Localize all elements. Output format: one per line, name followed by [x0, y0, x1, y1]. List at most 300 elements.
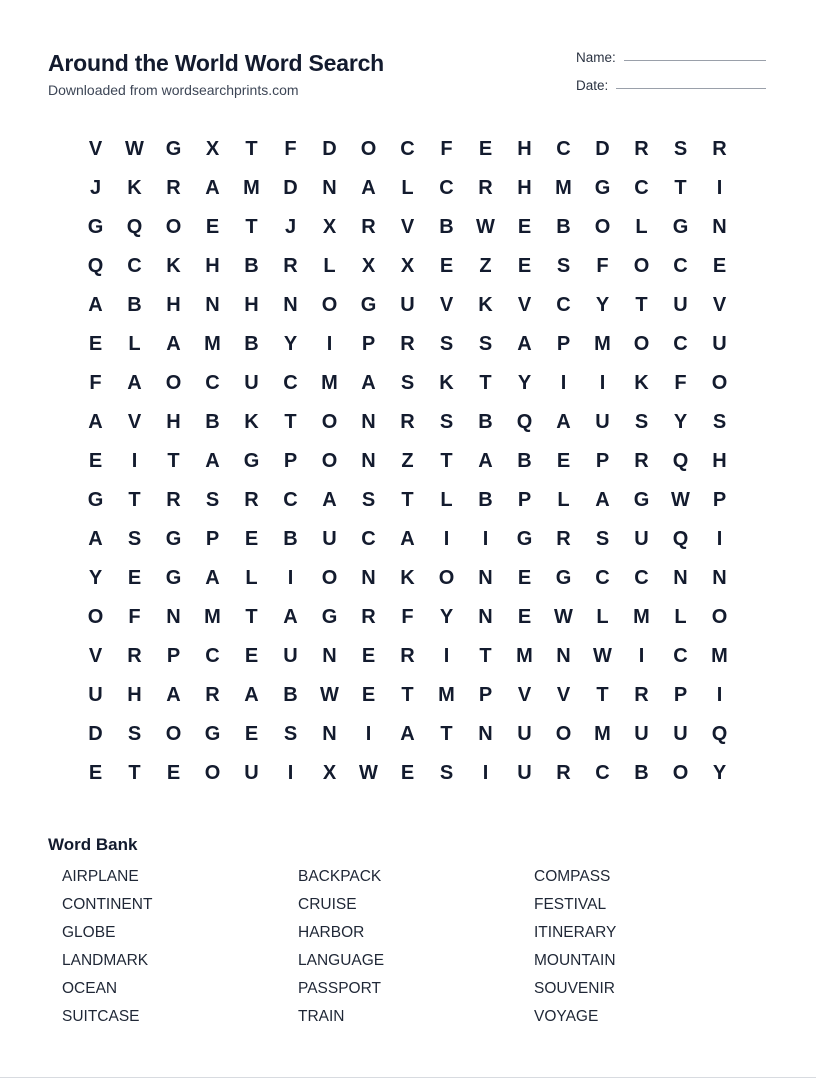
grid-letter: U — [283, 645, 298, 667]
grid-letter: R — [205, 684, 220, 706]
grid-letter: C — [205, 372, 220, 394]
grid-letter: K — [166, 255, 181, 277]
grid-letter: W — [671, 489, 690, 511]
grid-letter: M — [516, 645, 533, 667]
grid-letter: N — [361, 567, 376, 589]
grid-letter: U — [88, 684, 103, 706]
grid-letter: C — [439, 177, 454, 199]
grid-letter: C — [400, 138, 415, 160]
grid-letter: C — [595, 567, 610, 589]
grid-letter: H — [712, 450, 727, 472]
grid-letter: V — [127, 411, 142, 433]
grid-letter: G — [516, 528, 533, 550]
grid-letter: B — [205, 411, 220, 433]
grid-letter: M — [438, 684, 455, 706]
grid-letter: H — [517, 138, 532, 160]
grid-letter: M — [204, 606, 221, 628]
grid-letter: U — [673, 294, 688, 316]
grid-letter: R — [361, 216, 376, 238]
word-bank-item: PASSPORT — [298, 980, 381, 997]
grid-letter: E — [361, 684, 376, 706]
grid-letter: C — [127, 255, 142, 277]
grid-letter: L — [128, 333, 141, 355]
grid-letter: O — [321, 411, 338, 433]
grid-letter: C — [634, 177, 649, 199]
grid-letter: N — [712, 216, 727, 238]
grid-letter: L — [635, 216, 648, 238]
grid-letter: S — [556, 255, 571, 277]
name-field[interactable] — [576, 50, 766, 65]
grid-letter: P — [205, 528, 220, 550]
grid-letter: K — [400, 567, 415, 589]
grid-letter: B — [244, 333, 259, 355]
word-bank-item: CONTINENT — [62, 896, 153, 913]
grid-letter: I — [716, 528, 723, 550]
grid-letter: Q — [126, 216, 143, 238]
grid-letter: T — [128, 762, 141, 784]
grid-letter: G — [555, 567, 572, 589]
grid-letter: M — [243, 177, 260, 199]
grid-letter: N — [361, 450, 376, 472]
word-bank-item: COMPASS — [534, 868, 611, 885]
grid-letter: E — [244, 723, 259, 745]
grid-letter: M — [711, 645, 728, 667]
grid-letter: H — [127, 684, 142, 706]
grid-letter: O — [633, 255, 650, 277]
grid-letter: O — [594, 216, 611, 238]
grid-letter: O — [633, 333, 650, 355]
grid-letter: A — [556, 411, 571, 433]
grid-letter: T — [401, 684, 414, 706]
grid-letter: E — [127, 567, 142, 589]
grid-letter: U — [712, 333, 727, 355]
grid-letter: F — [596, 255, 609, 277]
grid-letter: K — [439, 372, 454, 394]
grid-letter: O — [672, 762, 689, 784]
grid-letter: S — [127, 723, 142, 745]
grid-letter: B — [283, 528, 298, 550]
grid-letter: A — [127, 372, 142, 394]
word-bank-title: Word Bank — [48, 835, 138, 854]
grid-letter: I — [365, 723, 372, 745]
grid-letter: T — [440, 723, 453, 745]
grid-letter: F — [128, 606, 141, 628]
letter-grid — [76, 130, 739, 793]
grid-letter: O — [711, 606, 728, 628]
grid-letter: I — [482, 762, 489, 784]
grid-letter: F — [284, 138, 297, 160]
grid-letter: I — [443, 528, 450, 550]
grid-letter: X — [400, 255, 415, 277]
grid-letter: Y — [673, 411, 688, 433]
grid-letter: R — [634, 450, 649, 472]
grid-letter: M — [594, 723, 611, 745]
grid-letter: R — [634, 684, 649, 706]
grid-letter: R — [127, 645, 142, 667]
grid-letter: H — [517, 177, 532, 199]
grid-letter: Y — [439, 606, 454, 628]
grid-letter: G — [87, 489, 104, 511]
grid-letter: R — [166, 177, 181, 199]
grid-letter: I — [326, 333, 333, 355]
date-label: Date: — [576, 78, 609, 93]
word-bank-item: SUITCASE — [62, 1008, 140, 1025]
grid-letter: T — [635, 294, 648, 316]
grid-letter: E — [556, 450, 571, 472]
grid-letter: H — [166, 294, 181, 316]
grid-letter: L — [674, 606, 687, 628]
grid-letter: A — [88, 528, 103, 550]
grid-letter: X — [322, 216, 337, 238]
grid-letter: E — [361, 645, 376, 667]
grid-letter: E — [517, 606, 532, 628]
grid-letter: O — [711, 372, 728, 394]
grid-letter: C — [205, 645, 220, 667]
grid-letter: N — [283, 294, 298, 316]
grid-letter: T — [674, 177, 687, 199]
grid-letter: F — [89, 372, 102, 394]
grid-letter: P — [283, 450, 298, 472]
grid-letter: D — [88, 723, 103, 745]
grid-letter: G — [165, 567, 182, 589]
grid-letter: H — [244, 294, 259, 316]
grid-letter: S — [361, 489, 376, 511]
word-bank-item: BACKPACK — [298, 868, 382, 885]
grid-letter: S — [439, 333, 454, 355]
grid-letter: J — [284, 216, 297, 238]
grid-letter: W — [320, 684, 339, 706]
grid-letter: T — [245, 138, 258, 160]
grid-letter: A — [88, 294, 103, 316]
grid-letter: V — [556, 684, 571, 706]
grid-letter: R — [400, 333, 415, 355]
word-bank — [62, 868, 770, 1036]
grid-letter: P — [673, 684, 688, 706]
grid-letter: S — [673, 138, 688, 160]
grid-letter: G — [165, 528, 182, 550]
grid-letter: O — [204, 762, 221, 784]
grid-letter: E — [517, 255, 532, 277]
grid-letter: X — [361, 255, 376, 277]
grid-letter: P — [712, 489, 727, 511]
grid-letter: E — [400, 762, 415, 784]
grid-letter: P — [556, 333, 571, 355]
grid-letter: D — [595, 138, 610, 160]
grid-letter: Y — [595, 294, 610, 316]
grid-letter: T — [167, 450, 180, 472]
grid-letter: B — [556, 216, 571, 238]
name-input-line[interactable] — [624, 59, 766, 61]
grid-letter: T — [245, 216, 258, 238]
grid-letter: O — [321, 567, 338, 589]
grid-letter: N — [673, 567, 688, 589]
grid-letter: B — [439, 216, 454, 238]
grid-letter: V — [88, 138, 103, 160]
grid-letter: V — [439, 294, 454, 316]
grid-letter: Y — [88, 567, 103, 589]
grid-letter: C — [361, 528, 376, 550]
grid-letter: S — [439, 762, 454, 784]
grid-letter: I — [482, 528, 489, 550]
grid-letter: B — [127, 294, 142, 316]
grid-letter: A — [400, 528, 415, 550]
grid-letter: A — [88, 411, 103, 433]
grid-letter: H — [205, 255, 220, 277]
grid-letter: B — [634, 762, 649, 784]
grid-letter: R — [400, 645, 415, 667]
grid-letter: O — [87, 606, 104, 628]
grid-letter: G — [204, 723, 221, 745]
grid-letter: K — [244, 411, 259, 433]
date-field[interactable] — [576, 78, 766, 93]
grid-letter: N — [166, 606, 181, 628]
grid-letter: S — [205, 489, 220, 511]
grid-letter: E — [205, 216, 220, 238]
grid-letter: E — [517, 567, 532, 589]
grid-letter: N — [322, 177, 337, 199]
grid-letter: P — [361, 333, 376, 355]
grid-letter: A — [361, 177, 376, 199]
grid-letter: A — [205, 177, 220, 199]
grid-letter: N — [205, 294, 220, 316]
grid-letter: E — [478, 138, 493, 160]
grid-letter: M — [633, 606, 650, 628]
grid-letter: A — [166, 684, 181, 706]
grid-letter: I — [287, 567, 294, 589]
grid-letter: G — [87, 216, 104, 238]
grid-letter: O — [360, 138, 377, 160]
grid-letter: O — [438, 567, 455, 589]
grid-letter: M — [594, 333, 611, 355]
word-bank-item: TRAIN — [298, 1008, 345, 1025]
word-bank-item: ITINERARY — [534, 924, 617, 941]
grid-letter: R — [283, 255, 298, 277]
grid-letter: T — [284, 411, 297, 433]
grid-letter: Q — [672, 450, 689, 472]
grid-letter: A — [166, 333, 181, 355]
word-bank-item: SOUVENIR — [534, 980, 615, 997]
grid-letter: V — [517, 294, 532, 316]
grid-letter: I — [716, 177, 723, 199]
grid-letter: I — [131, 450, 138, 472]
grid-letter: S — [283, 723, 298, 745]
grid-letter: P — [478, 684, 493, 706]
grid-letter: A — [361, 372, 376, 394]
grid-letter: U — [322, 528, 337, 550]
grid-letter: O — [321, 450, 338, 472]
grid-letter: C — [634, 567, 649, 589]
grid-letter: T — [401, 489, 414, 511]
grid-letter: B — [478, 489, 493, 511]
grid-letter: W — [554, 606, 573, 628]
grid-letter: E — [166, 762, 181, 784]
grid-letter: V — [517, 684, 532, 706]
grid-letter: I — [716, 684, 723, 706]
grid-letter: E — [88, 762, 103, 784]
name-label: Name: — [576, 50, 616, 65]
grid-letter: U — [517, 762, 532, 784]
grid-letter: R — [361, 606, 376, 628]
grid-letter: S — [595, 528, 610, 550]
grid-letter: I — [443, 645, 450, 667]
word-bank-item: HARBOR — [298, 924, 365, 941]
grid-letter: V — [712, 294, 727, 316]
page-subtitle: Downloaded from wordsearchprints.com — [48, 82, 299, 98]
grid-letter: T — [479, 645, 492, 667]
grid-letter: S — [400, 372, 415, 394]
page-title: Around the World Word Search — [48, 50, 385, 76]
grid-letter: L — [596, 606, 609, 628]
grid-letter: R — [556, 528, 571, 550]
grid-letter: K — [127, 177, 142, 199]
grid-letter: V — [88, 645, 103, 667]
grid-letter: S — [127, 528, 142, 550]
grid-letter: T — [596, 684, 609, 706]
grid-letter: T — [440, 450, 453, 472]
grid-letter: C — [673, 645, 688, 667]
grid-letter: O — [165, 372, 182, 394]
grid-letter: A — [205, 567, 220, 589]
grid-letter: Z — [479, 255, 492, 277]
grid-letter: H — [166, 411, 181, 433]
grid-letter: L — [401, 177, 414, 199]
grid-letter: G — [321, 606, 338, 628]
word-bank-item: FESTIVAL — [534, 896, 607, 913]
grid-letter: F — [440, 138, 453, 160]
grid-letter: R — [166, 489, 181, 511]
grid-letter: B — [244, 255, 259, 277]
grid-letter: X — [205, 138, 220, 160]
grid-letter: G — [165, 138, 182, 160]
grid-letter: U — [400, 294, 415, 316]
grid-letter: G — [243, 450, 260, 472]
grid-letter: E — [517, 216, 532, 238]
word-bank-item: AIRPLANE — [62, 868, 139, 885]
grid-letter: W — [476, 216, 495, 238]
grid-letter: S — [439, 411, 454, 433]
grid-letter: I — [638, 645, 645, 667]
grid-letter: U — [595, 411, 610, 433]
grid-letter: A — [517, 333, 532, 355]
grid-letter: B — [478, 411, 493, 433]
grid-letter: A — [478, 450, 493, 472]
grid-letter: X — [322, 762, 337, 784]
grid-letter: G — [360, 294, 377, 316]
grid-letter: U — [634, 528, 649, 550]
grid-letter: N — [478, 567, 493, 589]
bottom-divider — [0, 1077, 816, 1078]
grid-letter: B — [517, 450, 532, 472]
grid-letter: U — [673, 723, 688, 745]
date-input-line[interactable] — [616, 87, 766, 89]
grid-letter: Y — [283, 333, 298, 355]
word-bank-item: GLOBE — [62, 924, 116, 941]
grid-letter: N — [478, 723, 493, 745]
grid-letter: K — [478, 294, 493, 316]
grid-letter: W — [593, 645, 612, 667]
grid-letter: K — [634, 372, 649, 394]
grid-letter: A — [283, 606, 298, 628]
grid-letter: G — [633, 489, 650, 511]
grid-letter: C — [283, 489, 298, 511]
grid-letter: A — [595, 489, 610, 511]
grid-letter: S — [712, 411, 727, 433]
grid-letter: N — [556, 645, 571, 667]
grid-letter: I — [560, 372, 567, 394]
grid-letter: O — [165, 723, 182, 745]
grid-letter: R — [400, 411, 415, 433]
grid-letter: R — [712, 138, 727, 160]
grid-letter: P — [595, 450, 610, 472]
word-bank-item: MOUNTAIN — [534, 952, 616, 969]
grid-letter: R — [478, 177, 493, 199]
word-bank-item: CRUISE — [298, 896, 357, 913]
grid-letter: A — [400, 723, 415, 745]
grid-letter: C — [556, 138, 571, 160]
grid-letter: C — [673, 255, 688, 277]
grid-letter: P — [517, 489, 532, 511]
grid-letter: W — [125, 138, 144, 160]
grid-letter: R — [634, 138, 649, 160]
word-bank-item: LANGUAGE — [298, 952, 385, 969]
grid-letter: F — [674, 372, 687, 394]
grid-letter: Q — [672, 528, 689, 550]
grid-letter: E — [88, 333, 103, 355]
grid-letter: Q — [87, 255, 104, 277]
grid-letter: P — [166, 645, 181, 667]
grid-letter: I — [599, 372, 606, 394]
grid-letter: E — [244, 645, 259, 667]
grid-letter: Q — [516, 411, 533, 433]
grid-letter: T — [245, 606, 258, 628]
word-bank-item: VOYAGE — [534, 1008, 599, 1025]
grid-letter: V — [400, 216, 415, 238]
grid-letter: C — [556, 294, 571, 316]
grid-letter: N — [361, 411, 376, 433]
grid-letter: B — [283, 684, 298, 706]
grid-letter: C — [283, 372, 298, 394]
grid-letter: E — [712, 255, 727, 277]
grid-letter: S — [478, 333, 493, 355]
grid-letter: M — [321, 372, 338, 394]
grid-letter: U — [244, 372, 259, 394]
word-bank-item: LANDMARK — [62, 952, 149, 969]
grid-letter: T — [479, 372, 492, 394]
grid-letter: N — [322, 723, 337, 745]
grid-letter: L — [245, 567, 258, 589]
grid-letter: N — [712, 567, 727, 589]
grid-letter: U — [517, 723, 532, 745]
grid-letter: A — [244, 684, 259, 706]
grid-letter: Y — [712, 762, 727, 784]
grid-letter: L — [323, 255, 336, 277]
grid-letter: E — [244, 528, 259, 550]
grid-letter: N — [478, 606, 493, 628]
grid-letter: M — [555, 177, 572, 199]
grid-letter: S — [634, 411, 649, 433]
grid-letter: O — [555, 723, 572, 745]
grid-letter: O — [321, 294, 338, 316]
grid-letter: M — [204, 333, 221, 355]
grid-letter: F — [401, 606, 414, 628]
grid-letter: J — [89, 177, 102, 199]
grid-letter: U — [244, 762, 259, 784]
word-bank-item: OCEAN — [62, 980, 118, 997]
grid-letter: C — [595, 762, 610, 784]
grid-letter: Q — [711, 723, 728, 745]
grid-letter: G — [594, 177, 611, 199]
grid-letter: U — [634, 723, 649, 745]
